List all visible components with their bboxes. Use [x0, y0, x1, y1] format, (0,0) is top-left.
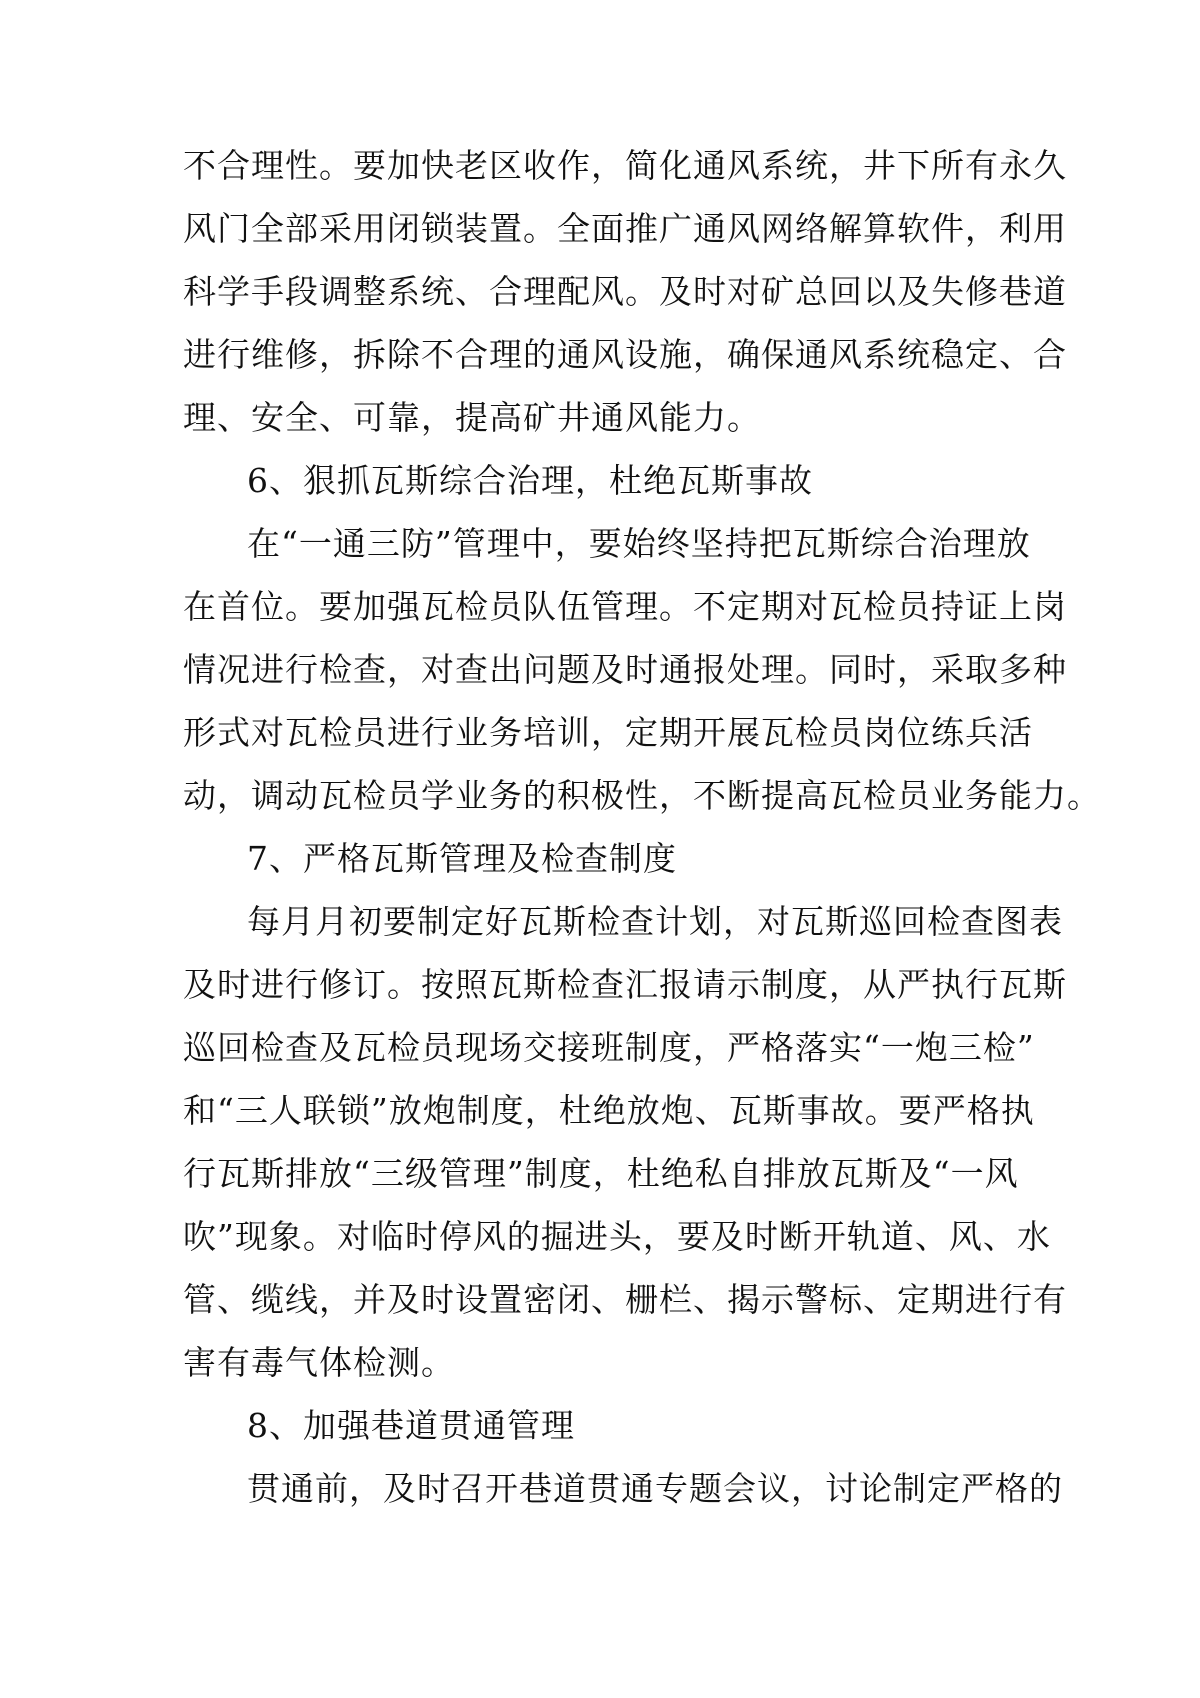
- text-line: 情况进行检查，对查出问题及时通报处理。同时，采取多种: [183, 650, 1067, 689]
- text-line: 理、安全、可靠，提高矿井通风能力。: [183, 398, 761, 437]
- text-line: 贯通前，及时召开巷道贯通专题会议，讨论制定严格的: [247, 1469, 1063, 1508]
- text-line: 行瓦斯排放“三级管理”制度，杜绝私自排放瓦斯及“一风: [183, 1154, 1019, 1193]
- text-line: 不合理性。要加快老区收作，简化通风系统，井下所有永久: [183, 146, 1067, 185]
- text-line: 风门全部采用闭锁装置。全面推广通风网络解算软件，利用: [183, 209, 1067, 248]
- text-line: 吹”现象。对临时停风的掘进头，要及时断开轨道、风、水: [183, 1217, 1051, 1256]
- text-line: 形式对瓦检员进行业务培训，定期开展瓦检员岗位练兵活: [183, 713, 1033, 752]
- text-line: 进行维修，拆除不合理的通风设施，确保通风系统稳定、合: [183, 335, 1067, 374]
- text-line: 在首位。要加强瓦检员队伍管理。不定期对瓦检员持证上岗: [183, 587, 1067, 626]
- section-heading: 6、狠抓瓦斯综合治理，杜绝瓦斯事故: [247, 461, 813, 500]
- section-heading: 8、加强巷道贯通管理: [247, 1406, 575, 1445]
- text-line: 每月月初要制定好瓦斯检查计划，对瓦斯巡回检查图表: [247, 902, 1063, 941]
- text-line: 及时进行修订。按照瓦斯检查汇报请示制度，从严执行瓦斯: [183, 965, 1067, 1004]
- text-line: 巡回检查及瓦检员现场交接班制度，严格落实“一炮三检”: [183, 1028, 1035, 1067]
- text-line: 管、缆线，并及时设置密闭、栅栏、揭示警标、定期进行有: [183, 1280, 1067, 1319]
- text-line: 在“一通三防”管理中，要始终坚持把瓦斯综合治理放: [247, 524, 1031, 563]
- section-heading: 7、严格瓦斯管理及检查制度: [247, 839, 677, 878]
- text-line: 和“三人联锁”放炮制度，杜绝放炮、瓦斯事故。要严格执: [183, 1091, 1035, 1130]
- text-line: 动，调动瓦检员学业务的积极性，不断提高瓦检员业务能力。: [183, 776, 1101, 815]
- text-line: 科学手段调整系统、合理配风。及时对矿总回以及失修巷道: [183, 272, 1067, 311]
- text-line: 害有毒气体检测。: [183, 1343, 455, 1382]
